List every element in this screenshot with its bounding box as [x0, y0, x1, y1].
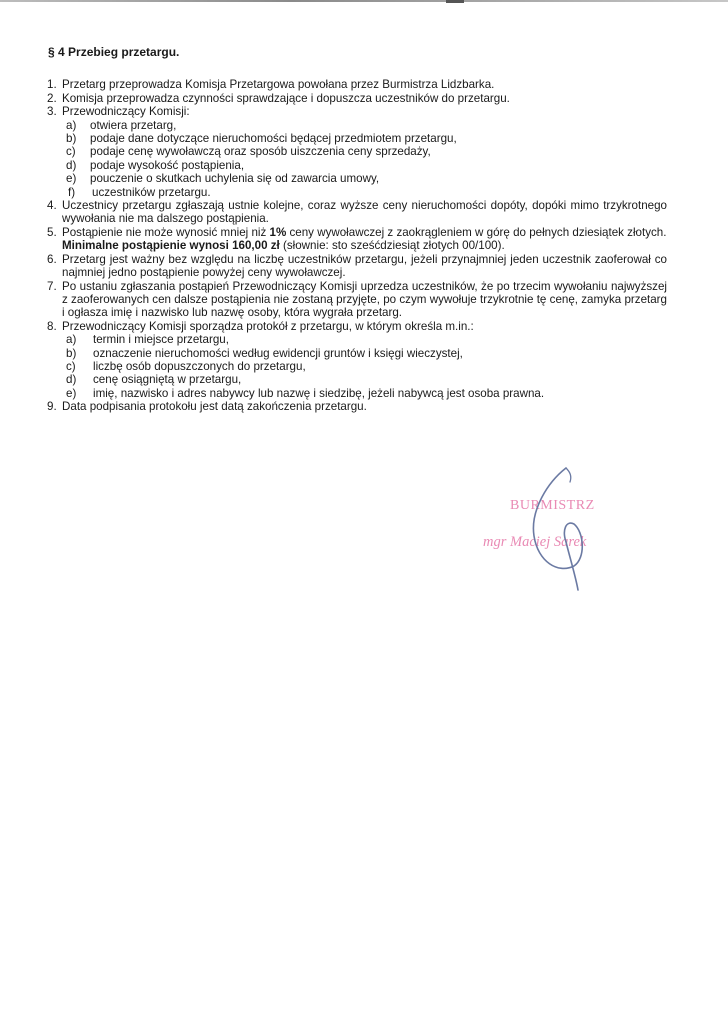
list-item-9 — [47, 400, 667, 413]
item-number: 3. — [47, 105, 57, 119]
sub-letter: b) — [66, 346, 77, 360]
sub-letter: d) — [66, 373, 77, 387]
sub-letter: e) — [66, 172, 77, 186]
sub-text: liczbę osób dopuszczonych do przetargu, — [93, 359, 306, 373]
item-text: Przewodniczący Komisji: — [62, 105, 190, 119]
sub-letter: a) — [66, 333, 77, 347]
item-number: 4. — [47, 199, 57, 213]
sub-item-e — [66, 387, 667, 400]
sub-item-b — [66, 132, 667, 145]
item-text-bold-percent: 1% — [269, 225, 287, 239]
sub-letter: c) — [66, 359, 76, 373]
sub-item-c — [66, 145, 667, 158]
sub-letter: b) — [66, 132, 77, 146]
sub-letter: e) — [66, 386, 77, 400]
sub-text: podaje wysokość postąpienia, — [90, 158, 245, 172]
sub-text: termin i miejsce przetargu, — [93, 333, 229, 347]
item-text: Komisja przeprowadza czynności sprawdzające i dopuszcza uczestników do przetargu. — [62, 91, 510, 105]
sub-item-a — [66, 119, 667, 132]
page-top-border — [0, 0, 728, 2]
sub-text: pouczenie o skutkach uchylenia się od zawarcia umowy, — [90, 172, 380, 186]
sub-text: podaje cenę wywoławczą oraz sposób uiszczenia ceny sprzedaży, — [90, 145, 431, 159]
list-item-3 — [47, 105, 667, 199]
item-number: 7. — [47, 279, 57, 293]
min-bid-words: (słownie: sto sześćdziesiąt złotych 00/100). — [279, 239, 505, 253]
handwritten-signature — [478, 462, 678, 592]
item-number: 5. — [47, 225, 57, 239]
sub-item-d — [66, 159, 667, 172]
list-item-2 — [47, 92, 667, 105]
item-number: 1. — [47, 78, 57, 92]
item-text: Data podpisania protokołu jest datą zakończenia przetargu. — [62, 400, 367, 414]
list-item-7 — [47, 280, 667, 320]
item-text: Uczestnicy przetargu zgłaszają ustnie kolejne, coraz wyższe ceny nieruchomości dopóty, dopóki mimo trzykrotnego wywołania nie ma dalszego postąpienia. — [62, 199, 667, 226]
item-text: Po ustaniu zgłaszania postąpień Przewodniczący Komisji uprzedza uczestników, że po trzecim wywołaniu najwyższej z zaoferowanych cen dalsze postąpienia nie zostaną przyjęte, po czym wywołuje trzykrotnie tę cenę, zamyka przetarg i ogłasza imię i nazwisko lub nazwę osoby, która wygrała przetarg. — [62, 279, 667, 320]
sub-letter: f) — [68, 185, 76, 199]
list-item-8 — [47, 320, 667, 400]
mayor-stamp — [478, 462, 678, 592]
sub-text: otwiera przetarg, — [90, 118, 177, 132]
stamp-name: mgr Maciej Sarek — [483, 534, 587, 550]
sub-item-e — [66, 172, 667, 185]
sub-item-f — [68, 186, 667, 199]
sub-item-d — [66, 373, 667, 386]
scan-mark — [446, 0, 464, 3]
sub-text: uczestników przetargu. — [92, 185, 211, 199]
item-text-end: ceny wywoławczej z zaokrągleniem w górę do pełnych dziesiątek złotych. — [286, 225, 667, 239]
item-text-start: Postąpienie nie może wynosić mniej niż — [62, 225, 270, 239]
item-text: Przetarg przeprowadza Komisja Przetargowa powołana przez Burmistrza Lidzbarka. — [62, 78, 495, 92]
min-bid-bold: Minimalne postąpienie wynosi 160,00 zł — [62, 239, 280, 253]
list-item-1 — [47, 78, 667, 91]
section-heading: § 4 Przebieg przetargu. — [48, 45, 180, 59]
sub-text: oznaczenie nieruchomości według ewidencji gruntów i księgi wieczystej, — [93, 346, 463, 360]
item-text: Przewodniczący Komisji sporządza protokół z przetargu, w którym określa m.in.: — [62, 319, 474, 333]
document-body — [47, 46, 667, 414]
sub-item-b — [66, 347, 667, 360]
item-number: 8. — [47, 319, 57, 333]
sub-letter: a) — [66, 118, 77, 132]
list-item-6 — [47, 253, 667, 280]
item-number: 9. — [47, 400, 57, 414]
sub-letter: c) — [66, 145, 76, 159]
stamp-title: BURMISTRZ — [510, 498, 595, 513]
min-bid-line — [62, 239, 667, 252]
sub-item-a — [66, 333, 667, 346]
sub-text: podaje dane dotyczące nieruchomości będącej przedmiotem przetargu, — [90, 132, 457, 146]
item-text: Przetarg jest ważny bez względu na liczbę uczestników przetargu, jeżeli przynajmniej jeden uczestnik zaoferował co najmniej jedno postąpienie powyżej ceny wywoławczej. — [62, 252, 667, 280]
sub-text: imię, nazwisko i adres nabywcy lub nazwę i siedzibę, jeżeli nabywcą jest osoba prawna. — [93, 386, 545, 400]
list-item-4 — [47, 199, 667, 226]
sub-item-c — [66, 360, 667, 373]
item-number: 6. — [47, 252, 57, 266]
list-item-5 — [47, 226, 667, 253]
sub-text: cenę osiągniętą w przetargu, — [93, 373, 242, 387]
item-number: 2. — [47, 91, 57, 105]
sub-letter: d) — [66, 158, 77, 172]
